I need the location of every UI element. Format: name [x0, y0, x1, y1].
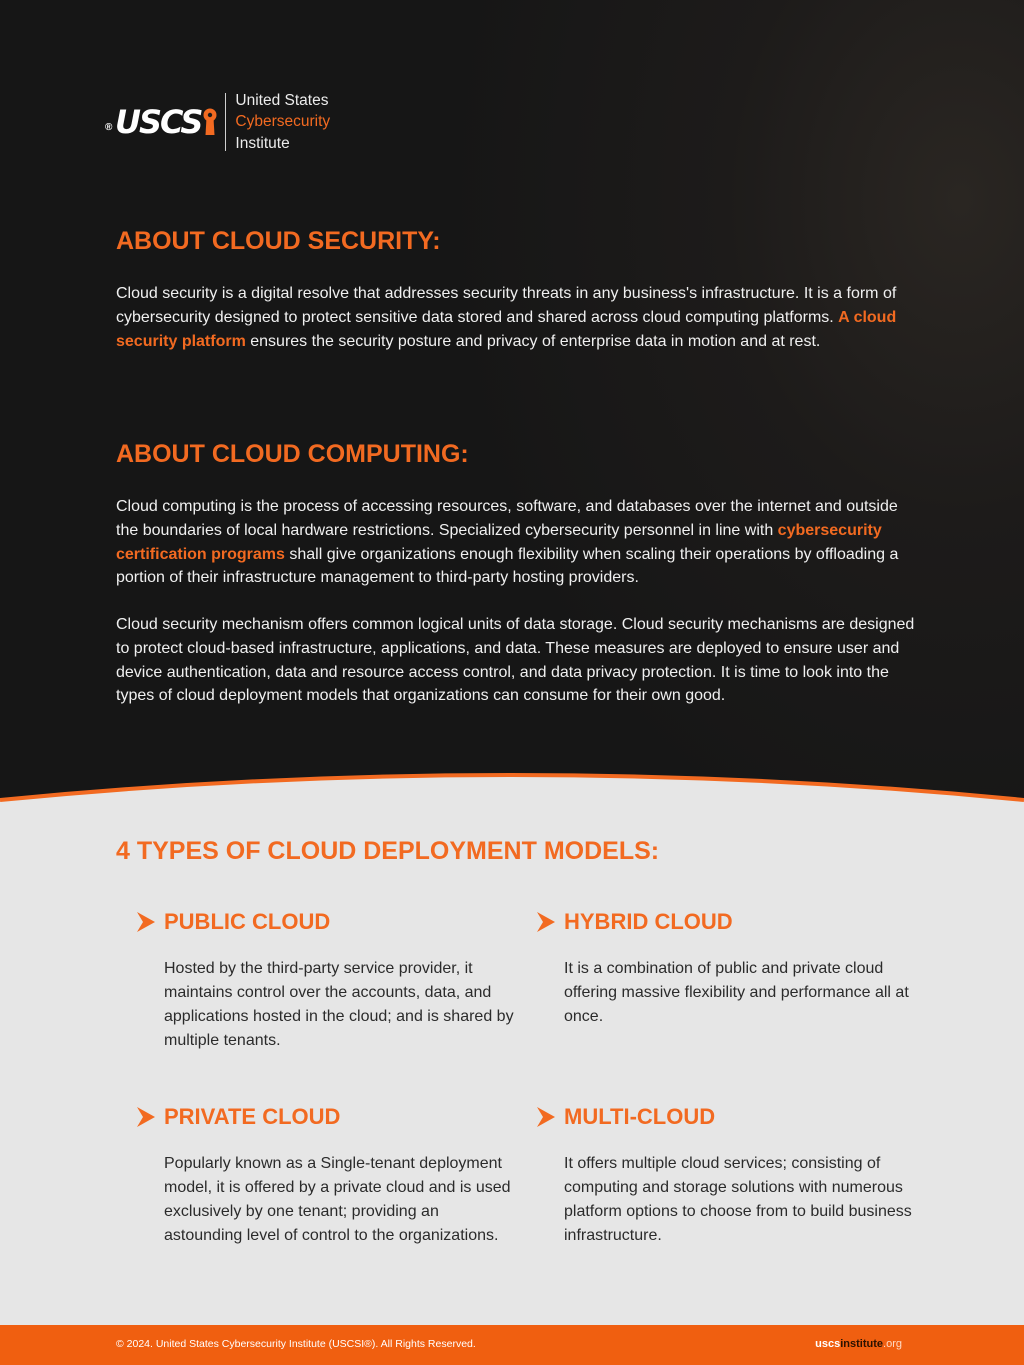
computing-text-before: Cloud computing is the process of accessing resources, software, and databases over the internet and outside the boundaries of local hardware restrictions. Specialized cybersecurity personnel in line with: [116, 498, 898, 539]
about-computing-paragraph-2: Cloud security mechanism offers common logical units of data storage. Cloud security mechanisms are designed to protect cloud-based infrastructure, applications, and data. These measures are deployed to ensure user and device authentication, data and resource access control, and data privacy protection. It is time to look into the types of cloud deployment models that organizations can consume for their own good.: [116, 616, 915, 705]
keyhole-icon: [203, 107, 217, 137]
model-description: Hosted by the third-party service provider, it maintains control over the accounts, data, and applications hosted in the cloud; and is shared by multiple tenants.: [164, 960, 514, 1049]
section-divider-curve: [0, 760, 1024, 820]
logo-text: [235, 90, 330, 155]
model-title: PRIVATE CLOUD: [164, 1104, 341, 1129]
model-description: It is a combination of public and private cloud offering massive flexibility and performance all at once.: [564, 960, 909, 1025]
uscsi-logo[interactable]: [105, 90, 330, 154]
model-title: HYBRID CLOUD: [564, 909, 733, 934]
about-computing-heading: ABOUT CLOUD COMPUTING:: [116, 440, 469, 468]
model-title: PUBLIC CLOUD: [164, 909, 331, 934]
security-text-after: ensures the security posture and privacy of enterprise data in motion and at rest.: [245, 332, 821, 350]
copyright-text: © 2024. United States Cybersecurity Institute (USCSI®). All Rights Reserved.: [116, 1338, 476, 1350]
cloud-security-platform-link[interactable]: A cloud security platform: [116, 308, 897, 350]
model-card-private-cloud: [164, 1102, 514, 1248]
site-part-3: .org: [883, 1338, 902, 1350]
chevron-right-icon: [136, 911, 156, 933]
chevron-right-icon: [136, 1106, 156, 1128]
website-link[interactable]: [815, 1338, 902, 1350]
model-description: It offers multiple cloud services; consisting of computing and storage solutions with numerous platform options to choose from to build business infrastructure.: [564, 1155, 912, 1244]
computing-text-after: shall give organizations enough flexibility when scaling their operations by offloading a portion of their infrastructure management to third-party hosting providers.: [116, 545, 899, 587]
about-security-heading: ABOUT CLOUD SECURITY:: [116, 227, 441, 255]
logo-line-3: Institute: [235, 134, 290, 152]
model-description: Popularly known as a Single-tenant deployment model, it is offered by a private cloud and is used exclusively by one tenant; providing an astounding level of control to the organizations.: [164, 1155, 511, 1244]
model-card-multi-cloud: [564, 1102, 914, 1248]
about-security-paragraph: [116, 282, 916, 353]
certification-programs-link[interactable]: cybersecurity certification programs: [116, 521, 882, 563]
model-card-hybrid-cloud: [564, 907, 914, 1029]
logo-mark: [105, 103, 217, 141]
chevron-right-icon: [536, 1106, 556, 1128]
logo-line-1: United States: [235, 91, 329, 109]
model-title: MULTI-CLOUD: [564, 1104, 716, 1129]
logo-divider: [225, 93, 226, 151]
logo-wordmark: USCS: [115, 103, 202, 141]
security-text-before: Cloud security is a digital resolve that addresses security threats in any business's infrastructure. It is a form of cybersecurity designed to protect sensitive data stored and shared across cloud computing platforms.: [116, 285, 897, 326]
model-card-public-cloud: [164, 907, 514, 1053]
site-part-1: uscs: [815, 1338, 841, 1350]
chevron-right-icon: [536, 911, 556, 933]
deployment-models-heading: 4 TYPES OF CLOUD DEPLOYMENT MODELS:: [116, 837, 660, 865]
logo-line-2: Cybersecurity: [235, 113, 331, 131]
footer-bar: [0, 1325, 1024, 1365]
site-part-2: institute: [840, 1338, 884, 1350]
about-computing-paragraph-1: [116, 495, 916, 590]
registered-mark: ®: [105, 122, 113, 133]
